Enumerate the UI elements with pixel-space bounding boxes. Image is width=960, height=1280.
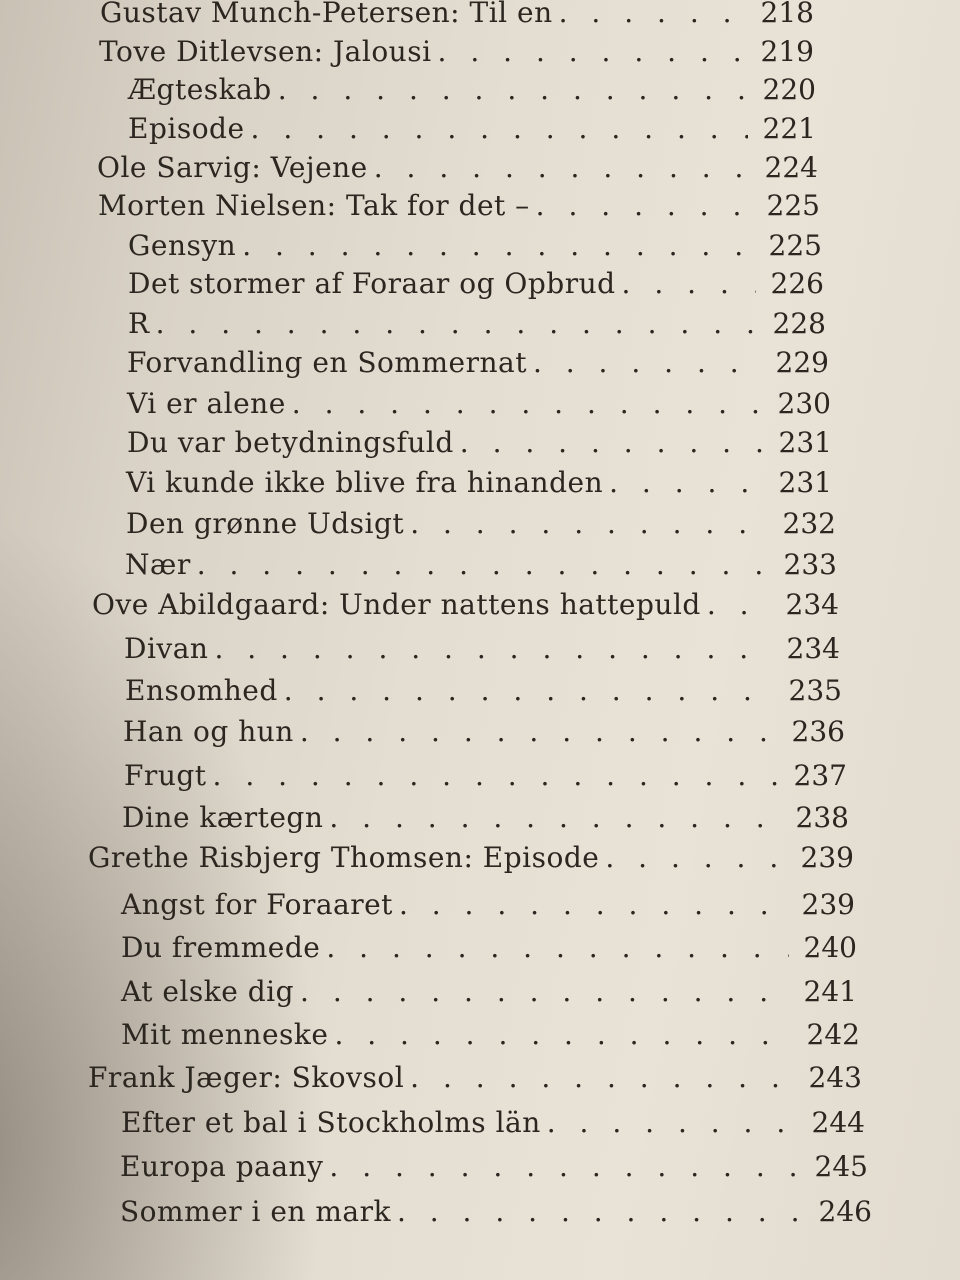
toc-entry (121, 931, 857, 965)
entry-title: Gustav Munch-Petersen: Til en (100, 0, 553, 29)
entry-title: Du fremmede (121, 931, 321, 964)
entry-page: 219 (760, 35, 814, 68)
entry-page: 225 (766, 189, 820, 222)
entry-page: 238 (795, 801, 849, 834)
toc-entry (126, 507, 836, 541)
leader-dots (278, 73, 748, 107)
toc-entry (124, 632, 840, 666)
entry-page: 243 (808, 1061, 862, 1094)
entry-title: Ove Abildgaard: Under nattens hattepuld (92, 588, 701, 621)
toc-entry (128, 307, 826, 341)
entry-page: 230 (777, 387, 831, 420)
toc-entry (100, 0, 814, 30)
entry-title: Grethe Risbjerg Thomsen: Episode (88, 841, 600, 874)
entry-title: Forvandling en Sommernat (127, 346, 527, 379)
leader-dots (242, 229, 754, 263)
leader-dots (410, 507, 768, 541)
entry-page: 240 (803, 931, 857, 964)
entry-page: 244 (811, 1106, 865, 1139)
toc-entry (88, 1061, 862, 1095)
entry-title: Mit menneske (121, 1018, 329, 1051)
toc-entry (122, 801, 849, 835)
toc-entry (127, 346, 829, 380)
entry-title: Divan (124, 632, 209, 665)
leader-dots (399, 888, 787, 922)
entry-page: 236 (791, 715, 845, 748)
leader-dots (214, 632, 772, 666)
toc-entry (98, 189, 820, 223)
entry-page: 239 (801, 888, 855, 921)
toc-entry (125, 674, 842, 708)
toc-entry (127, 387, 831, 421)
entry-title: Ægteskab (128, 73, 272, 106)
toc-entry (120, 1195, 872, 1229)
entry-title: At elske dig (121, 975, 295, 1008)
toc-entry (99, 35, 814, 69)
entry-title: Dine kærtegn (122, 801, 324, 834)
entry-title: R (128, 307, 150, 340)
toc-entry (123, 715, 845, 749)
toc-entry (128, 112, 816, 146)
entry-title: Angst for Foraaret (121, 888, 393, 921)
toc-entry (121, 1106, 865, 1140)
entry-page: 242 (806, 1018, 860, 1051)
leader-dots (536, 189, 752, 223)
entry-title: Du var betydningsfuld (127, 426, 454, 459)
leader-dots (605, 841, 786, 875)
entry-title: Han og hun (123, 715, 294, 748)
entry-title: Efter et bal i Stockholms län (121, 1106, 541, 1139)
leader-dots (609, 466, 764, 500)
entry-page: 226 (770, 267, 824, 300)
entry-page: 241 (803, 975, 857, 1008)
entry-title: Ensomhed (125, 674, 278, 707)
toc-entry (121, 888, 855, 922)
entry-page: 232 (782, 507, 836, 540)
entry-page: 245 (814, 1150, 868, 1183)
entry-title: Tove Ditlevsen: Jalousi (99, 35, 432, 68)
entry-page: 234 (786, 632, 840, 665)
entry-title: Vi er alene (127, 387, 286, 420)
entry-title: Episode (128, 112, 245, 145)
entry-title: Sommer i en mark (120, 1195, 391, 1228)
leader-dots (438, 35, 746, 69)
toc-entry (121, 1018, 860, 1052)
entry-page: 235 (788, 674, 842, 707)
toc-entry (121, 975, 857, 1009)
entry-page: 231 (778, 466, 832, 499)
toc-entry (128, 267, 824, 301)
entry-page: 233 (783, 548, 837, 581)
leader-dots (707, 588, 771, 622)
entry-page: 231 (778, 426, 832, 459)
entry-page: 239 (800, 841, 854, 874)
toc-entry (126, 466, 832, 500)
toc-entry (125, 548, 837, 582)
entry-title: Det stormer af Foraar og Opbrud (128, 267, 616, 300)
toc-entry (88, 841, 854, 875)
entry-page: 234 (785, 588, 839, 621)
entry-title: Den grønne Udsigt (126, 507, 405, 540)
leader-dots (622, 267, 756, 301)
entry-page: 224 (764, 151, 818, 184)
leader-dots (374, 151, 750, 185)
leader-dots (329, 1150, 800, 1184)
entry-title: Nær (125, 548, 191, 581)
entry-page: 225 (768, 229, 822, 262)
entry-title: Gensyn (128, 229, 237, 262)
entry-page: 218 (760, 0, 814, 29)
toc-entry (97, 151, 818, 185)
leader-dots (300, 975, 789, 1009)
leader-dots (329, 801, 781, 835)
entry-page: 229 (775, 346, 829, 379)
leader-dots (251, 112, 748, 146)
entry-page: 221 (762, 112, 816, 145)
leader-dots (284, 674, 774, 708)
entry-title: Morten Nielsen: Tak for det – (98, 189, 530, 222)
leader-dots (292, 387, 763, 421)
entry-title: Europa paany (120, 1150, 324, 1183)
entry-title: Frank Jæger: Skovsol (88, 1061, 405, 1094)
toc-entry (120, 1150, 868, 1184)
leader-dots (326, 931, 789, 965)
entry-page: 246 (818, 1195, 872, 1228)
leader-dots (547, 1106, 797, 1140)
entry-page: 228 (772, 307, 826, 340)
leader-dots (300, 715, 777, 749)
leader-dots (156, 307, 758, 341)
entry-page: 237 (793, 759, 847, 792)
leader-dots (213, 759, 779, 793)
entry-title: Vi kunde ikke blive fra hinanden (126, 466, 604, 499)
toc-entry (128, 229, 822, 263)
toc-entry (92, 588, 839, 622)
leader-dots (334, 1018, 792, 1052)
toc-entry (128, 73, 816, 107)
entry-title: Frugt (124, 759, 207, 792)
entry-page: 220 (762, 73, 816, 106)
leader-dots (410, 1061, 794, 1095)
toc-entry (124, 759, 847, 793)
toc-entry (127, 426, 832, 460)
entry-title: Ole Sarvig: Vejene (97, 151, 368, 184)
leader-dots (559, 0, 746, 30)
leader-dots (460, 426, 764, 460)
leader-dots (397, 1195, 804, 1229)
leader-dots (197, 548, 769, 582)
leader-dots (533, 346, 761, 380)
